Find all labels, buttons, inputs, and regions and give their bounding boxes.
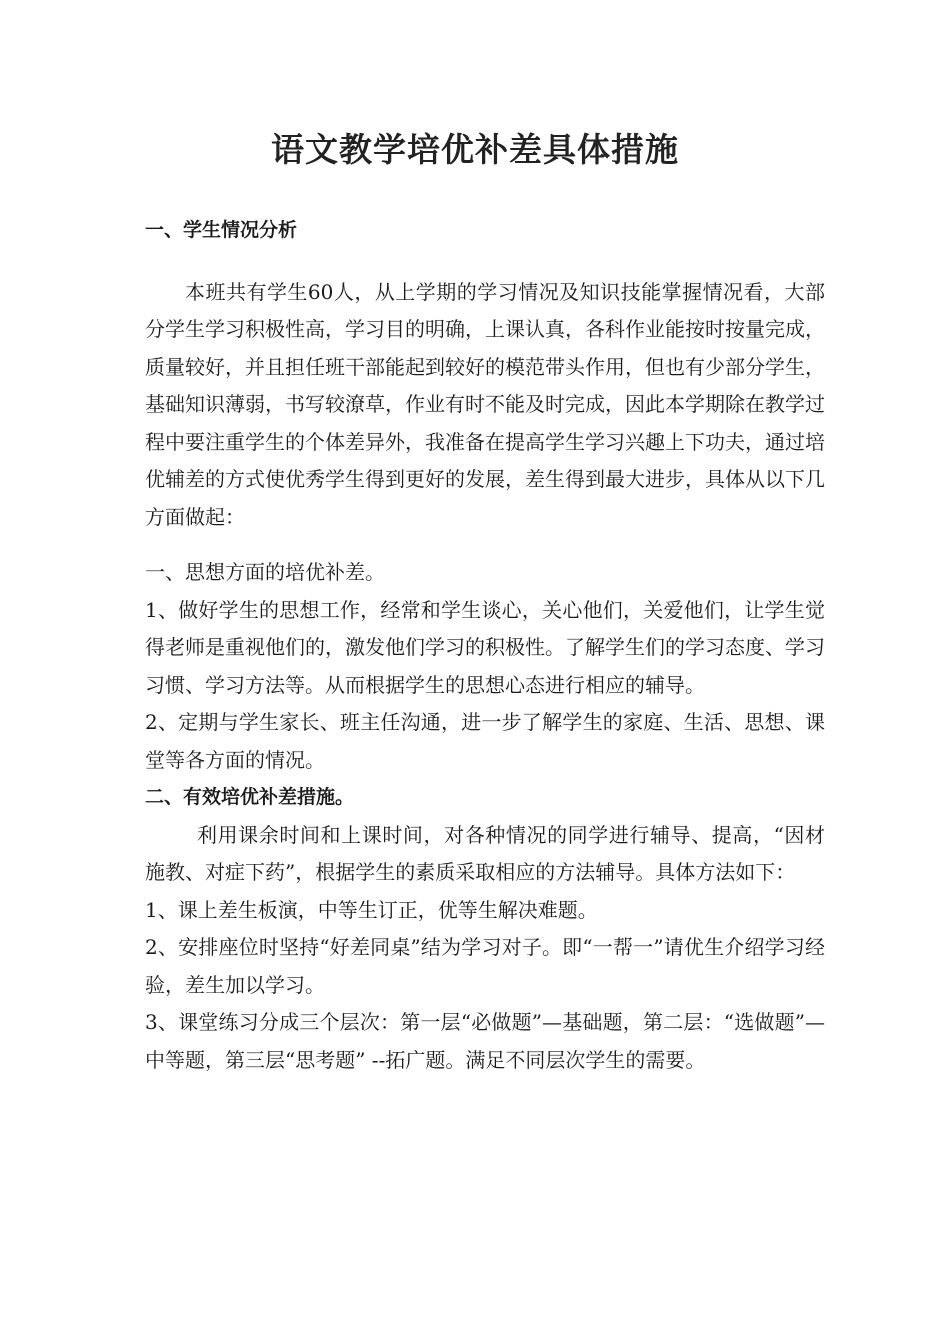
list-item: 2、定期与学生家长、班主任沟通，进一步了解学生的家庭、生活、思想、课堂等各方面的情况。 [145, 710, 825, 772]
section-heading-ideology: 一、思想方面的培优补差。 [145, 560, 385, 584]
list-item: 1、做好学生的思想工作，经常和学生谈心，关心他们，关爱他们，让学生觉得老师是重视他们的，激发他们学习的积极性。了解学生们的学习态度、学习习惯、学习方法等。从而根据学生的思想心态进行相应的辅导。 [145, 597, 825, 697]
document-title: 语文教学培优补差具体措施 [271, 130, 679, 169]
section-heading-student-analysis: 一、学生情况分析 [145, 219, 298, 241]
document-body [145, 212, 825, 1079]
section-heading-measures: 二、有效培优补差措施。 [145, 786, 355, 808]
paragraph-student-analysis: 本班共有学生60人，从上学期的学习情况及知识技能掌握情况看，大部分学生学习积极性高，学习目的明确，上课认真，各科作业能按时按量完成，质量较好，并且担任班干部能起到较好的模范带头作用，但也有少部分学生，基础知识薄弱，书写较潦草，作业有时不能及时完成，因此本学期除在教学过程中要注重学生的个体差异外，我准备在提高学生学习兴趣上下功夫，通过培优辅差的方式使优秀学生得到更好的发展，差生得到最大进步，具体从以下几方面做起： [145, 279, 825, 529]
list-item: 2、安排座位时坚持“好差同桌”结为学习对子。即“一帮一”请优生介绍学习经验，差生加以学习。 [145, 935, 825, 997]
paragraph-measures-intro: 利用课余时间和上课时间，对各种情况的同学进行辅导、提高，“因材施教、对症下药”，根据学生的素质采取相应的方法辅导。具体方法如下： [145, 822, 825, 884]
list-item: 3、课堂练习分成三个层次：第一层“必做题”—基础题，第二层：“选做题”—中等题，第三层“思考题” --拓广题。满足不同层次学生的需要。 [145, 1010, 825, 1072]
list-item: 1、课上差生板演，中等生订正，优等生解决难题。 [145, 897, 598, 922]
